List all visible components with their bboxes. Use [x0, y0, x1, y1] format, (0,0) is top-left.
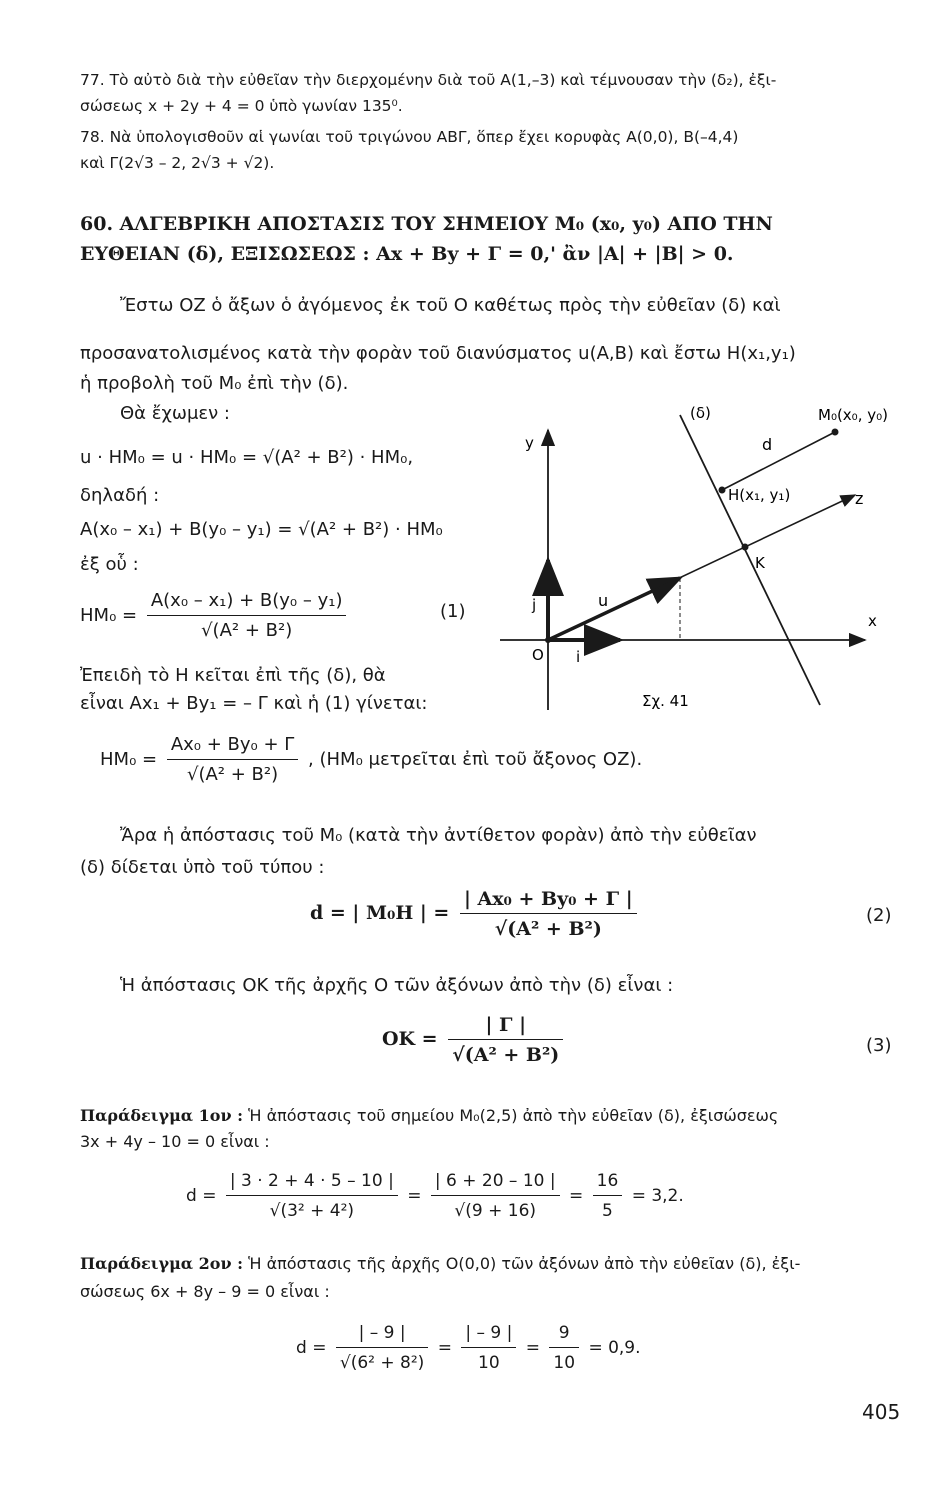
eq-hm-numerator: Ax₀ + By₀ + Γ	[167, 732, 298, 760]
example-1-title: Παράδειγμα 1ον :	[80, 1106, 244, 1125]
example-1-equation	[186, 1168, 684, 1224]
ex2-fraction-2-den: 10	[478, 1353, 500, 1373]
example-2-line1	[80, 1252, 800, 1276]
ex1-lhs: d =	[186, 1186, 217, 1206]
ex1-fraction-3-num: 16	[593, 1168, 623, 1196]
epeidi-line1: Ἐπειδὴ τὸ H κεῖται ἐπὶ τῆς (δ), θὰ	[80, 665, 386, 686]
example-2-line2: σώσεως 6x + 8y – 9 = 0 εἶναι :	[80, 1282, 330, 1301]
ex2-fraction-2	[461, 1320, 516, 1376]
ex2-eq-sign-2: =	[525, 1338, 540, 1358]
eq2-lhs: d = | M₀H | =	[310, 902, 450, 924]
example-1-line2: 3x + 4y – 10 = 0 εἶναι :	[80, 1132, 270, 1151]
label-h: H(x₁, y₁)	[728, 486, 791, 504]
section-heading-line2: ΕΥΘΕΙΑΝ (δ), ΕΞΙΣΩΣΕΩΣ : Ax + By + Γ = 0,' ἂν |A| + |B| > 0.	[80, 243, 734, 265]
eq1-lhs: HM₀ =	[80, 605, 138, 626]
ex1-fraction-1-den: √(3² + 4²)	[269, 1201, 355, 1221]
z-axis	[548, 495, 855, 640]
label-i: i	[576, 648, 581, 666]
ex2-fraction-3-den: 10	[553, 1353, 576, 1373]
equation-expanded: A(x₀ – x₁) + B(y₀ – y₁) = √(A² + B²) · HM₀	[80, 519, 443, 540]
label-k: K	[755, 554, 765, 572]
label-o: O	[532, 646, 544, 664]
ara-line2: (δ) δίδεται ὑπὸ τοῦ τύπου :	[80, 857, 325, 878]
label-y: y	[525, 434, 534, 452]
eq3-numerator: | Γ |	[448, 1012, 563, 1040]
section-heading-line1: 60. ΑΛΓΕΒΡΙΚΗ ΑΠΟΣΤΑΣΙΣ ΤΟΥ ΣΗΜΕΙΟΥ M₀ (x₀, y₀) ΑΠΟ ΤΗΝ	[80, 213, 773, 235]
eq2-tag: (2)	[866, 905, 892, 926]
ex1-fraction-2-den: √(9 + 16)	[454, 1201, 537, 1221]
label-u: u	[598, 591, 609, 610]
eq3-fraction	[448, 1012, 563, 1068]
ex2-eq-sign-1: =	[437, 1338, 452, 1358]
ex1-fraction-1-num: | 3 · 2 + 4 · 5 – 10 |	[226, 1168, 398, 1196]
ex2-fraction-1-num: | – 9 |	[336, 1320, 428, 1348]
figure-41	[500, 400, 920, 730]
example-2-equation	[296, 1320, 641, 1376]
label-d: d	[762, 435, 773, 454]
ex1-fraction-2	[431, 1168, 560, 1224]
eq1-numerator: A(x₀ – x₁) + B(y₀ – y₁)	[147, 588, 347, 616]
example-1-line1	[80, 1104, 778, 1128]
equation-2	[310, 886, 641, 942]
ex2-fraction-1	[336, 1320, 428, 1376]
eq1-denominator: √(A² + B²)	[201, 620, 293, 641]
point-o	[545, 637, 551, 643]
ex2-lhs: d =	[296, 1338, 327, 1358]
point-m0	[832, 429, 839, 436]
diladi: δηλαδή :	[80, 485, 160, 506]
eq1-tag: (1)	[440, 601, 466, 622]
ex2-fraction-3-num: 9	[549, 1320, 579, 1348]
eq-hm-denominator: √(A² + B²)	[187, 764, 279, 785]
equation-hm	[100, 732, 642, 788]
exercise-78-line1: 78. Νὰ ὑπολογισθοῦν αἱ γωνίαι τοῦ τριγώνου ΑΒΓ, ὅπερ ἔχει κορυφὰς Α(0,0), Β(–4,4)	[80, 128, 739, 146]
intro-line1: Ἔστω OZ ὁ ἄξων ὁ ἀγόμενος ἐκ τοῦ Ο καθέτως πρὸς τὴν εὐθεῖαν (δ) καὶ	[120, 295, 781, 316]
exercise-77-line2: σώσεως x + 2y + 4 = 0 ὑπὸ γωνίαν 135⁰.	[80, 97, 403, 115]
label-z: z	[855, 489, 864, 508]
ara-line1: Ἄρα ἡ ἀπόστασις τοῦ M₀ (κατὰ τὴν ἀντίθετον φορὰν) ἀπὸ τὴν εὐθεῖαν	[120, 825, 757, 846]
eq2-numerator: | Ax₀ + By₀ + Γ |	[460, 886, 637, 914]
epeidi-line2: εἶναι Ax₁ + By₁ = – Γ καὶ ἡ (1) γίνεται:	[80, 693, 428, 714]
equation-1	[80, 588, 350, 644]
ex1-fraction-2-num: | 6 + 20 – 10 |	[431, 1168, 560, 1196]
equation-3	[382, 1012, 567, 1068]
ex1-fraction-1	[226, 1168, 398, 1224]
label-j: j	[532, 596, 537, 614]
eq-hm-fraction	[167, 732, 298, 788]
label-x: x	[868, 612, 877, 630]
ex1-result: = 3,2.	[631, 1186, 684, 1206]
segment-m0-h	[722, 432, 835, 490]
equation-dot-product: u · HM₀ = u · HM₀ = √(A² + B²) · HM₀,	[80, 447, 414, 468]
ok-text: Ἡ ἀπόστασις OK τῆς ἀρχῆς O τῶν ἀξόνων ἀπὸ τὴν (δ) εἶναι :	[120, 975, 674, 996]
figure-caption: Σχ. 41	[642, 692, 689, 710]
point-k	[742, 544, 749, 551]
ex2-fraction-2-num: | – 9 |	[461, 1320, 516, 1348]
point-h	[719, 487, 726, 494]
tha-exomen: Θὰ ἔχωμεν :	[120, 403, 230, 424]
exercise-78-line2: καὶ Γ(2√3 – 2, 2√3 + √2).	[80, 154, 275, 172]
ex2-result: = 0,9.	[588, 1338, 641, 1358]
page-number: 405	[862, 1400, 901, 1424]
ex2-fraction-1-den: √(6² + 8²)	[339, 1353, 425, 1373]
intro-line2: προσανατολισμένος κατὰ τὴν φορὰν τοῦ διανύσματος u(A,B) καὶ ἔστω H(x₁,y₁)	[80, 343, 796, 364]
exercise-77-line1: 77. Τὸ αὐτὸ διὰ τὴν εὐθεῖαν τὴν διερχομένην διὰ τοῦ Α(1,–3) καὶ τέμνουσαν τὴν (δ₂), ἐξι-	[80, 71, 777, 89]
eq2-denominator: √(A² + B²)	[494, 918, 602, 940]
intro-line3: ἡ προβολὴ τοῦ M₀ ἐπὶ τὴν (δ).	[80, 373, 349, 394]
eq3-denominator: √(A² + B²)	[452, 1044, 560, 1066]
ex1-fraction-3	[593, 1168, 623, 1224]
example-2-title: Παράδειγμα 2ον :	[80, 1254, 244, 1273]
eq1-fraction	[147, 588, 347, 644]
eq3-lhs: OK =	[382, 1028, 438, 1050]
example-1-text: Ἡ ἀπόστασις τοῦ σημείου M₀(2,5) ἀπὸ τὴν εὐθεῖαν (δ), ἐξισώσεως	[248, 1106, 779, 1125]
eq-hm-note: , (HM₀ μετρεῖται ἐπὶ τοῦ ἄξονος OZ).	[308, 749, 643, 770]
ex1-eq-sign-2: =	[568, 1186, 584, 1206]
label-delta: (δ)	[690, 404, 711, 422]
line-delta	[680, 415, 820, 705]
ex-ou: ἐξ οὗ :	[80, 554, 139, 575]
label-m0: M₀(x₀, y₀)	[818, 406, 888, 424]
eq2-fraction	[460, 886, 637, 942]
ex1-fraction-3-den: 5	[602, 1201, 613, 1221]
eq-hm-lhs: HM₀ =	[100, 749, 158, 770]
eq3-tag: (3)	[866, 1035, 892, 1056]
ex1-eq-sign-1: =	[407, 1186, 422, 1206]
ex2-fraction-3	[549, 1320, 579, 1376]
example-2-text: Ἡ ἀπόστασις τῆς ἀρχῆς O(0,0) τῶν ἀξόνων ἀπὸ τὴν εὐθεῖαν (δ), ἐξι-	[248, 1254, 801, 1273]
